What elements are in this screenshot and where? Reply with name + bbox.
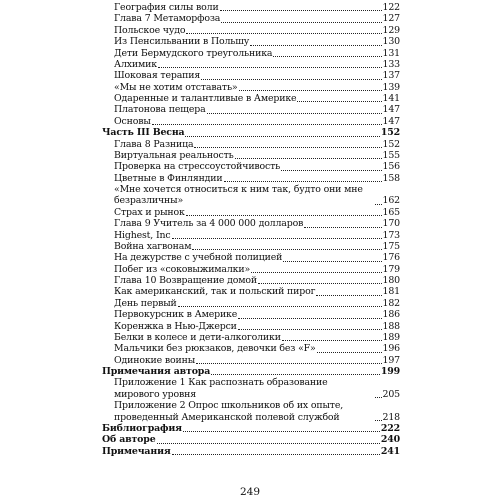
toc-entry — [102, 446, 400, 457]
toc-entry — [102, 377, 400, 400]
toc-entry — [102, 252, 400, 263]
toc-entry — [102, 25, 400, 36]
toc-entry — [102, 82, 400, 93]
toc-entry — [102, 230, 400, 241]
toc-dot-leader — [258, 283, 382, 284]
toc-entry — [102, 36, 400, 47]
toc-dot-leader — [220, 10, 382, 11]
toc-entry — [102, 309, 400, 320]
toc-entry-title: Коренжка в Нью-Джерси — [114, 320, 237, 332]
toc-entry-page: 152 — [382, 138, 400, 150]
toc-entry-page: 165 — [382, 206, 400, 218]
toc-dot-leader — [281, 170, 381, 171]
toc-dot-leader — [172, 454, 380, 455]
toc-dot-leader — [194, 147, 381, 148]
toc-entry-title: «Мне хочется относиться к ним так, будто они мне безразличны» — [114, 184, 363, 207]
toc-entry-page: 179 — [382, 263, 400, 275]
toc-dot-leader — [375, 420, 382, 421]
toc-entry — [102, 241, 400, 252]
toc-dot-leader — [375, 204, 382, 205]
table-of-contents — [102, 2, 400, 457]
toc-entry-title: Приложение 1 Как распознать образование мирового уровня — [114, 377, 328, 400]
toc-dot-leader — [235, 158, 382, 159]
toc-entry — [102, 400, 400, 423]
toc-dot-leader — [186, 33, 381, 34]
toc-entry-title: География силы воли — [114, 2, 219, 13]
toc-entry-title: Глава 8 Разница — [114, 138, 194, 150]
toc-entry — [102, 332, 400, 343]
toc-entry — [102, 286, 400, 297]
toc-entry-page: 189 — [382, 331, 400, 343]
toc-entry-page: 180 — [382, 275, 400, 286]
toc-entry — [102, 59, 400, 70]
toc-entry-page: 175 — [382, 240, 400, 252]
toc-entry-title: Шоковая терапия — [114, 70, 201, 82]
toc-entry-page: 186 — [382, 309, 400, 321]
toc-entry — [102, 275, 400, 286]
toc-entry-title: Часть III Весна — [102, 127, 185, 139]
toc-entry-page: 147 — [382, 115, 400, 127]
toc-dot-leader — [297, 101, 381, 102]
toc-entry — [102, 184, 400, 207]
toc-entry-page: 133 — [382, 58, 400, 70]
toc-entry-page: 139 — [382, 81, 400, 93]
toc-entry — [102, 70, 400, 81]
toc-entry-page: 156 — [382, 161, 400, 173]
toc-dot-leader — [211, 374, 380, 375]
toc-entry-title: Первокурсник в Америке — [114, 309, 238, 321]
toc-entry-title: Платонова пещера — [114, 104, 206, 116]
toc-entry-title: Польское чудо — [114, 24, 186, 36]
toc-entry-page: 141 — [382, 93, 400, 104]
toc-dot-leader — [224, 181, 382, 182]
toc-entry-title: Цветные в Финляндии — [114, 172, 223, 184]
toc-dot-leader — [238, 318, 381, 319]
toc-entry-page: 122 — [382, 2, 400, 13]
toc-dot-leader — [172, 238, 382, 239]
toc-entry-page: 130 — [382, 36, 400, 48]
toc-dot-leader — [283, 261, 381, 262]
toc-entry-title: Приложение 2 Опрос школьников об их опыте, проведенный Американской полевой службой — [114, 400, 344, 423]
toc-entry — [102, 116, 400, 127]
toc-entry-page: 131 — [382, 47, 400, 59]
toc-entry-page: 218 — [382, 411, 400, 423]
toc-entry — [102, 298, 400, 309]
toc-entry-page: 188 — [382, 320, 400, 332]
toc-entry-page: 205 — [382, 388, 400, 400]
toc-entry — [102, 321, 400, 332]
toc-dot-leader — [192, 249, 381, 250]
toc-entry-page: 241 — [380, 445, 400, 457]
toc-entry-title: Страх и рынок — [114, 206, 185, 218]
toc-entry-page: 182 — [382, 297, 400, 309]
toc-entry — [102, 355, 400, 366]
toc-entry — [102, 13, 400, 24]
toc-entry-page: 127 — [382, 13, 400, 25]
toc-entry — [102, 48, 400, 59]
toc-entry-title: Мальчики без рюкзаков, девочки без «F» — [114, 343, 316, 355]
toc-dot-leader — [185, 136, 379, 137]
toc-dot-leader — [178, 306, 382, 307]
toc-entry-page: 173 — [382, 229, 400, 241]
toc-dot-leader — [157, 443, 380, 444]
toc-entry — [102, 139, 400, 150]
toc-entry-title: Глава 7 Метаморфоза — [114, 13, 221, 25]
toc-entry-title: Примечания — [102, 445, 171, 457]
toc-entry-page: 196 — [382, 343, 400, 355]
toc-entry-title: Виртуальная реальность — [114, 149, 234, 161]
toc-entry-title: Белки в колесе и дети-алкоголики — [114, 331, 281, 343]
toc-dot-leader — [238, 329, 382, 330]
toc-entry-page: 197 — [382, 354, 400, 366]
toc-entry-title: Глава 9 Учитель за 4 000 000 долларов — [114, 218, 304, 230]
toc-entry-title: «Мы не хотим отставать» — [114, 81, 238, 93]
toc-dot-leader — [183, 431, 380, 432]
toc-entry-title: Об авторе — [102, 434, 156, 446]
toc-entry — [102, 207, 400, 218]
toc-dot-leader — [201, 79, 381, 80]
toc-dot-leader — [251, 272, 381, 273]
toc-entry-page: 181 — [382, 286, 400, 298]
toc-dot-leader — [304, 227, 381, 228]
toc-dot-leader — [273, 56, 381, 57]
toc-entry-page: 170 — [382, 218, 400, 230]
toc-entry — [102, 218, 400, 229]
toc-entry-page: 152 — [380, 127, 400, 139]
toc-entry — [102, 343, 400, 354]
toc-dot-leader — [207, 113, 382, 114]
toc-entry — [102, 161, 400, 172]
toc-entry-title: Побег из «соковыжималки» — [114, 263, 251, 275]
toc-dot-leader — [196, 363, 382, 364]
toc-entry-title: День первый — [114, 297, 177, 309]
toc-entry-title: Highest, Inc — [114, 229, 171, 241]
toc-entry-title: Основы — [114, 115, 151, 127]
toc-entry — [102, 173, 400, 184]
toc-entry-title: Алхимик — [114, 58, 157, 70]
toc-entry — [102, 423, 400, 434]
toc-entry — [102, 150, 400, 161]
toc-dot-leader — [316, 295, 381, 296]
toc-dot-leader — [186, 215, 382, 216]
toc-entry-title: Одаренные и талантливые в Америке — [114, 93, 297, 104]
page-number: 249 — [239, 486, 261, 498]
toc-entry-title: Война хагвонам — [114, 240, 192, 252]
toc-entry — [102, 2, 400, 13]
toc-entry-title: Библиография — [102, 422, 182, 434]
toc-dot-leader — [282, 340, 382, 341]
toc-entry-title: Из Пенсильвании в Польшу — [114, 36, 250, 48]
toc-dot-leader — [239, 90, 382, 91]
toc-dot-leader — [375, 397, 382, 398]
toc-entry-title: Одинокие воины — [114, 354, 196, 366]
toc-entry-page: 222 — [380, 422, 400, 434]
toc-entry — [102, 93, 400, 104]
toc-entry-title: На дежурстве с учебной полицией — [114, 252, 283, 264]
toc-entry-page: 240 — [380, 434, 400, 446]
toc-entry-page: 162 — [382, 195, 400, 207]
toc-entry — [102, 104, 400, 115]
toc-dot-leader — [152, 124, 382, 125]
toc-entry-page: 199 — [380, 366, 400, 377]
toc-entry-page: 137 — [382, 70, 400, 82]
toc-entry-title: Как американский, так и польский пирог — [114, 286, 316, 298]
toc-entry-page: 129 — [382, 24, 400, 36]
toc-entry-title: Проверка на стрессоустойчивость — [114, 161, 281, 173]
toc-entry-page: 158 — [382, 172, 400, 184]
toc-entry-title: Глава 10 Возвращение домой — [114, 275, 258, 286]
toc-dot-leader — [158, 67, 382, 68]
toc-dot-leader — [317, 352, 382, 353]
toc-entry — [102, 127, 400, 138]
toc-entry-page: 176 — [382, 252, 400, 264]
toc-dot-leader — [250, 45, 381, 46]
toc-entry — [102, 366, 400, 377]
toc-entry-title: Дети Бермудского треугольника — [114, 47, 273, 59]
toc-dot-leader — [221, 22, 381, 23]
toc-entry-title: Примечания автора — [102, 366, 211, 377]
toc-entry — [102, 264, 400, 275]
toc-entry — [102, 434, 400, 445]
toc-entry-page: 147 — [382, 104, 400, 116]
toc-entry-page: 155 — [382, 149, 400, 161]
